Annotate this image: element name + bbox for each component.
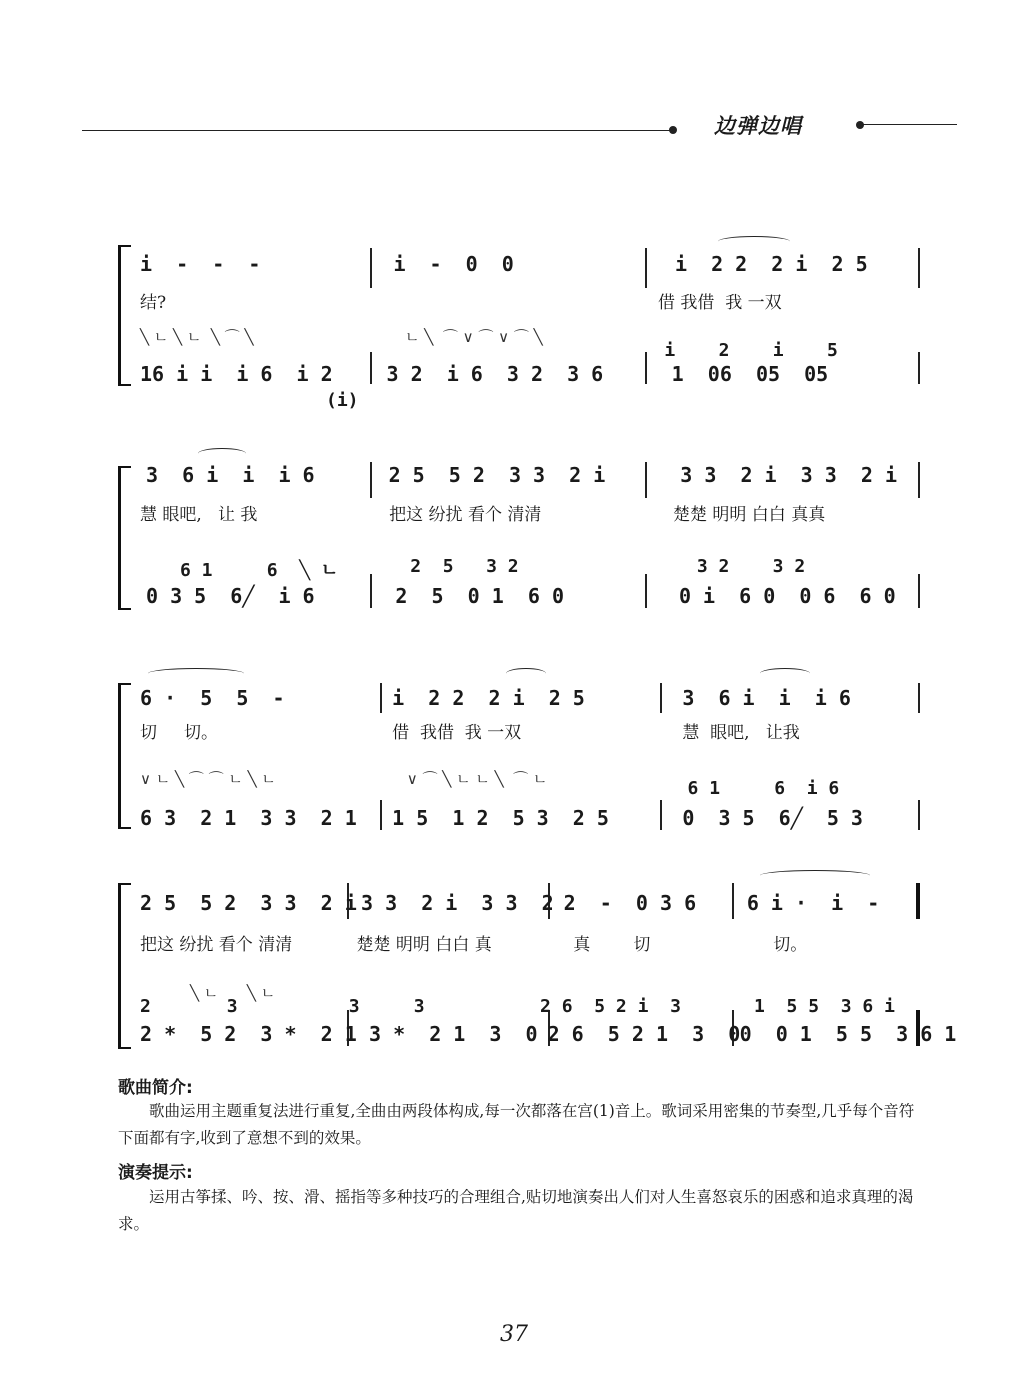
- lower-chord-tones: [140, 340, 920, 361]
- system-bracket: [118, 883, 131, 1049]
- measure: 2 * 5 2 3 * 2 1: [140, 1022, 357, 1046]
- upper-staff: [140, 252, 920, 276]
- lyric: 切。: [773, 935, 808, 955]
- system-bracket: [118, 683, 131, 829]
- chord: 6 1 6 ╲ ㄴ: [180, 560, 339, 581]
- chord: [140, 778, 363, 799]
- slur: [760, 668, 810, 679]
- lyrics-line: [140, 930, 920, 955]
- lyric: 借 我借 我 一双: [658, 293, 782, 313]
- chord: i 2 i 5: [664, 340, 838, 361]
- page-number: 37: [500, 1322, 528, 1347]
- measure: 1 06 05 05: [671, 362, 829, 386]
- upper-staff: [140, 463, 920, 487]
- chord: 2 6 5 2 i 3: [540, 996, 681, 1017]
- chord: [140, 340, 636, 361]
- chord: 3 2 3 2: [696, 556, 806, 577]
- lyric: 把这 纷扰 看个 清清: [140, 935, 293, 955]
- lower-extra-note: (i): [326, 390, 359, 411]
- measure: 2 5 5 2 3 3 2 i: [388, 463, 606, 487]
- measure: 2 5 0 1 6 0: [395, 584, 564, 608]
- measure: i - - -: [140, 252, 261, 276]
- measure: 6 i · i -: [746, 891, 880, 915]
- chord: 2 3: [140, 996, 238, 1017]
- lyrics-line: [140, 288, 920, 313]
- intro-heading: 歌曲简介:: [118, 1078, 193, 1098]
- lower-staff: [140, 1022, 957, 1046]
- page-header-title: 边弹边唱: [714, 114, 802, 138]
- technique: ╲ ㄴ ╲ ㄴ: [190, 984, 276, 1002]
- measure: 3 6 i i i 6: [682, 686, 851, 710]
- lyric: 楚楚 明明 白白 真: [356, 935, 492, 955]
- technique: ∨ ㄴ ╲ ⌒ ⌒ ㄴ ╲ ㄴ: [140, 770, 276, 788]
- lyrics-line: [140, 718, 920, 743]
- lyric: 慧 眼吧, 让 我: [140, 505, 258, 525]
- measure: 16 i i i 6 i 2: [140, 362, 333, 386]
- measure: 0 0 1 5 5 3 6 1: [739, 1022, 957, 1046]
- chord: [363, 778, 623, 799]
- lyric: 借 我借 我 一双: [392, 723, 522, 743]
- slur: [760, 870, 870, 881]
- measure: 3 6 i i i 6: [146, 463, 315, 487]
- tips-paragraph: 运用古筝揉、吟、按、滑、摇指等多种技巧的合理组合,贴切地演奏出人们对人生喜怒哀乐的困惑和追求真理的渴求。: [118, 1188, 914, 1233]
- measure: 6 · 5 5 -: [140, 686, 285, 710]
- lyric: 慧 眼吧, 让我: [682, 723, 800, 743]
- lower-staff: [140, 362, 920, 386]
- lyric: 切 切。: [140, 723, 219, 743]
- measure: i - 0 0: [393, 252, 514, 276]
- measure: 0 3 5 6╱ i 6: [146, 584, 315, 608]
- header-dot-left: [669, 126, 677, 134]
- measure: 2 - 0 3 6: [563, 891, 697, 915]
- lower-staff: [140, 806, 920, 830]
- technique: ╲ ㄴ ╲ ㄴ ╲ ⌒ ╲: [140, 328, 254, 346]
- intro-paragraph: 歌曲运用主题重复法进行重复,全曲由两段体构成,每一次都落在宫(1)音上。歌词采用密集的节奏型,几乎每个音符下面都有字,收到了意想不到的效果。: [118, 1102, 915, 1147]
- measure: 0 i 6 0 0 6 6 0: [678, 584, 896, 608]
- technique: ㄴ ╲ ⌒ ∨ ⌒ ∨ ⌒ ╲: [405, 328, 543, 346]
- lower-chord-tones: [140, 778, 920, 799]
- system-bracket: [118, 466, 131, 610]
- slur: [718, 236, 790, 247]
- lower-staff: [140, 584, 920, 608]
- measure: 3 2 i 6 3 2 3 6: [386, 362, 604, 386]
- system-bracket: [118, 245, 131, 386]
- slur: [506, 668, 546, 679]
- header-dot-right: [856, 121, 864, 129]
- slur: [198, 448, 246, 459]
- measure: 3 * 2 1 3 0: [369, 1022, 538, 1046]
- lower-chord-tones: [140, 556, 920, 582]
- measure: 2 6 5 2 1 3 0: [547, 1022, 741, 1046]
- chord: 2 5 3 2: [410, 556, 519, 577]
- measure: 2 5 5 2 3 3 2 i: [140, 891, 357, 915]
- chord: 1 5 5 3 6 i: [754, 996, 895, 1017]
- lyric: 真 切: [573, 935, 651, 955]
- slur: [148, 668, 244, 679]
- technique: ∨ ⌒ ╲ ㄴ ㄴ ╲ ⌒ ㄴ: [406, 770, 548, 788]
- measure: i 2 2 2 i 2 5: [392, 686, 585, 710]
- lyric: 楚楚 明明 白白 真真: [672, 505, 826, 525]
- header-rule-left: [82, 130, 672, 131]
- chord: 6 1 6 i 6: [687, 778, 840, 799]
- upper-staff: [140, 686, 920, 710]
- lyric: 把这 纷扰 看个 清清: [389, 505, 542, 525]
- measure: 3 3 2 i 3 3 2 i: [680, 463, 898, 487]
- upper-staff: [140, 891, 920, 915]
- lyric: 结?: [140, 293, 167, 313]
- lower-chord-tones: [140, 996, 920, 1017]
- header-rule-right: [862, 124, 957, 125]
- lyrics-line: [140, 500, 920, 525]
- chord: 3 3: [348, 996, 425, 1017]
- measure: 3 3 2 i 3 3 2: [361, 891, 554, 915]
- tips-heading: 演奏提示:: [118, 1163, 193, 1183]
- measure: 1 5 1 2 5 3 2 5: [392, 806, 609, 830]
- measure: i 2 2 2 i 2 5: [674, 252, 868, 276]
- measure: 0 3 5 6╱ 5 3: [682, 806, 863, 830]
- measure: 6 3 2 1 3 3 2 1: [140, 806, 357, 830]
